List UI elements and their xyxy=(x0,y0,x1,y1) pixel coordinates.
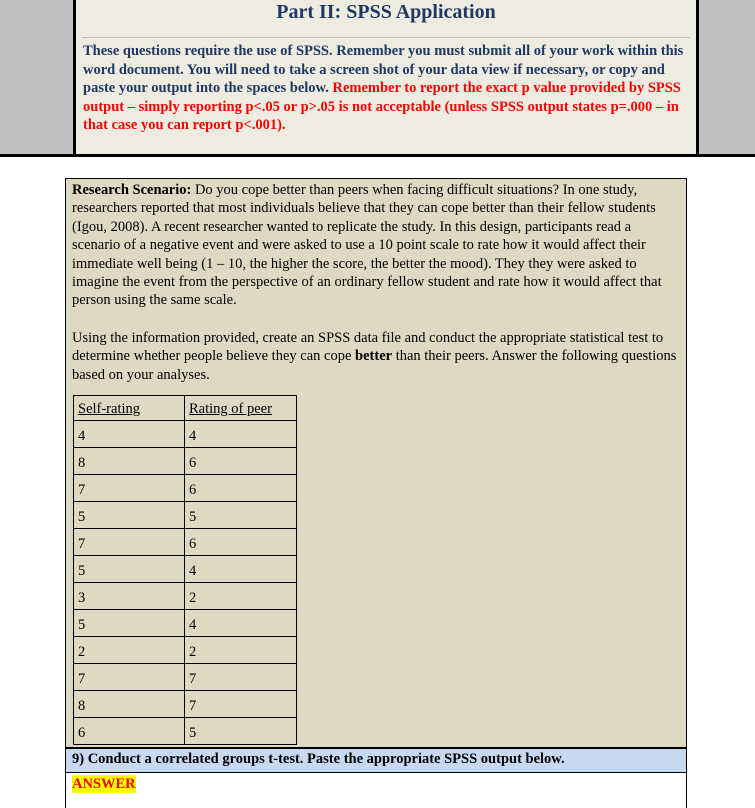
peer-rating-cell: 4 xyxy=(185,556,297,583)
table-row xyxy=(74,448,297,475)
self-rating-cell: 4 xyxy=(74,421,185,448)
scenario-paragraph xyxy=(72,181,678,310)
self-rating-cell: 5 xyxy=(74,502,185,529)
self-rating-cell: 7 xyxy=(74,664,185,691)
right-margin-shade xyxy=(699,0,755,155)
title-divider xyxy=(82,37,690,38)
task-paragraph xyxy=(72,329,678,384)
peer-rating-cell: 5 xyxy=(185,502,297,529)
peer-rating-cell: 7 xyxy=(185,664,297,691)
self-rating-cell: 7 xyxy=(74,475,185,502)
self-rating-cell: 8 xyxy=(74,691,185,718)
peer-rating-cell: 5 xyxy=(185,718,297,745)
table-header-row xyxy=(74,396,297,421)
table-row xyxy=(74,637,297,664)
peer-rating-cell: 4 xyxy=(185,610,297,637)
self-rating-cell: 8 xyxy=(74,448,185,475)
part-two-header-box xyxy=(73,0,699,156)
peer-rating-cell: 6 xyxy=(185,529,297,556)
question-9: 9) Conduct a correlated groups t-test. Paste the appropriate SPSS output below. xyxy=(65,748,687,773)
peer-rating-cell: 4 xyxy=(185,421,297,448)
instructions-warning: Remember to report the exact p value provided by SPSS output – simply reporting p<.05 or p>.05 is not acceptable (unless SPSS output states p=.000 – in that case you can report p<.001). xyxy=(83,80,681,133)
table-row xyxy=(74,583,297,610)
table-row xyxy=(74,610,297,637)
instructions-intro: These questions require the use of SPSS. Remember you must submit all of your work within this word document. You will need to take a screen shot of your data view if necessary, or copy and paste your output into the spaces below. xyxy=(83,43,684,96)
table-row xyxy=(74,529,297,556)
self-rating-cell: 7 xyxy=(74,529,185,556)
column-header-peer-rating: Rating of peer xyxy=(185,396,297,421)
table-row xyxy=(74,502,297,529)
peer-rating-cell: 7 xyxy=(185,691,297,718)
table-row xyxy=(74,718,297,745)
scenario-text: Do you cope better than peers when facing difficult situations? In one study, researchers reported that most individuals believe that they can cope better than their fellow students (Igou, 2008). A recent researcher wanted to replicate the study. In this design, participants read a scenario of a negative event and were asked to use a 10 point scale to rate how it would affect their immediate well being (1 – 10, the higher the score, the better the mood). They they were asked to imagine the event from the perspective of an ordinary fellow student and rate how it would affect that person using the same scale. xyxy=(72,182,662,309)
self-rating-cell: 5 xyxy=(74,556,185,583)
task-text-after: than their peers. Answer the following questions based on your analyses. xyxy=(72,348,677,383)
task-emphasis: better xyxy=(355,348,393,365)
table-row xyxy=(74,556,297,583)
answer-area[interactable] xyxy=(65,773,687,808)
peer-rating-cell: 6 xyxy=(185,475,297,502)
self-rating-cell: 3 xyxy=(74,583,185,610)
ratings-table xyxy=(73,395,297,745)
research-scenario-box xyxy=(65,178,687,748)
scenario-heading: Research Scenario: xyxy=(72,182,192,198)
peer-rating-cell: 2 xyxy=(185,583,297,610)
self-rating-cell: 6 xyxy=(74,718,185,745)
header-bottom-rule xyxy=(0,154,755,157)
peer-rating-cell: 6 xyxy=(185,448,297,475)
table-row xyxy=(74,664,297,691)
self-rating-cell: 2 xyxy=(74,637,185,664)
instructions-text xyxy=(83,42,695,135)
part-title: Part II: SPSS Application xyxy=(276,1,496,23)
left-margin-shade xyxy=(0,0,73,155)
self-rating-cell: 5 xyxy=(74,610,185,637)
peer-rating-cell: 2 xyxy=(185,637,297,664)
table-row xyxy=(74,421,297,448)
table-row xyxy=(74,691,297,718)
table-row xyxy=(74,475,297,502)
column-header-self-rating: Self-rating xyxy=(74,396,185,421)
answer-label: ANSWER xyxy=(72,776,136,792)
task-text-before: Using the information provided, create an SPSS data file and conduct the appropriate statistical test to determine whether people believe they can cope xyxy=(72,330,664,365)
